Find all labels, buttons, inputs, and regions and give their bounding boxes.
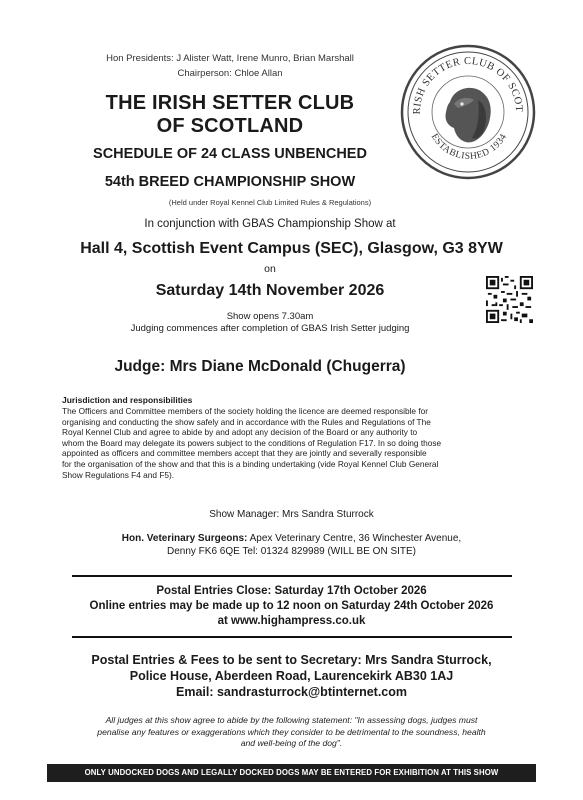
club-logo-seal bbox=[398, 42, 538, 182]
vets-line1 bbox=[40, 533, 543, 544]
statement-line: penalise any features or exaggerations which they consider to be detrimental to the soundness, health bbox=[97, 726, 486, 737]
docking-notice-banner: ONLY UNDOCKED DOGS AND LEGALLY DOCKED DOGS MAY BE ENTERED FOR EXHIBITION AT THIS SHOW bbox=[47, 764, 536, 782]
statement-line: All judges at this show agree to abide by the following statement: "In assessing dogs, judges must bbox=[105, 715, 478, 725]
secretary-line1: Postal Entries & Fees to be sent to Secretary: Mrs Sandra Sturrock, bbox=[91, 653, 492, 667]
postal-entries-close: Postal Entries Close: Saturday 17th October 2026 bbox=[156, 585, 427, 597]
vets-line2: Denny FK6 6QE Tel: 01324 829989 (WILL BE ON SITE) bbox=[166, 546, 416, 557]
hon-presidents: Hon Presidents: J Alister Watt, Irene Munro, Brian Marshall bbox=[106, 53, 354, 64]
venue: Hall 4, Scottish Event Campus (SEC), Glasgow, G3 8YW bbox=[80, 240, 503, 257]
jurisdiction-line: The Officers and Committee members of the society holding the licence are deemed responsible for bbox=[62, 406, 429, 416]
chairperson: Chairperson: Chloe Allan bbox=[177, 68, 283, 79]
club-logo bbox=[398, 42, 538, 182]
jurisdiction-heading: Jurisdiction and responsibilities bbox=[62, 395, 193, 405]
qr-code-icon bbox=[486, 276, 533, 323]
setter-head-icon bbox=[445, 88, 490, 142]
club-title-line2: OF SCOTLAND bbox=[156, 115, 304, 137]
jurisdiction-line: organising and conducting the show safely and in accordance with the Rules and Regulations of The bbox=[62, 416, 431, 427]
jurisdiction-line: for the organisation of the show and that this is a binding undertaking (vide Royal Kennel Club General bbox=[62, 458, 439, 469]
jurisdiction-line: appointed as officers and committee members accept that they are jointly and severally responsible bbox=[62, 448, 427, 459]
club-title-line1: THE IRISH SETTER CLUB bbox=[105, 92, 355, 114]
vets-address: Apex Veterinary Centre, 36 Winchester Avenue, bbox=[249, 533, 462, 544]
schedule-title: SCHEDULE OF 24 CLASS UNBENCHED bbox=[93, 146, 367, 162]
divider-mid bbox=[72, 636, 512, 638]
show-opens: Show opens 7.30am bbox=[226, 311, 314, 322]
logo-bottom-text: ESTABLISHED 1934 bbox=[428, 132, 510, 163]
show-date: Saturday 14th November 2026 bbox=[155, 282, 385, 299]
on-text: on bbox=[264, 263, 276, 275]
logo-top-text: RISH SETTER CLUB OF SCOT bbox=[411, 55, 525, 115]
judges-statement bbox=[30, 715, 553, 750]
vets-label: Hon. Veterinary Surgeons: bbox=[121, 533, 248, 544]
statement-line: and well-being of the dog". bbox=[240, 738, 343, 748]
judge-name: Judge: Mrs Diane McDonald (Chugerra) bbox=[114, 358, 406, 375]
jurisdiction-text bbox=[62, 406, 522, 480]
divider-top bbox=[72, 575, 512, 577]
show-manager: Show Manager: Mrs Sandra Sturrock bbox=[209, 509, 374, 520]
qr-code[interactable] bbox=[486, 276, 533, 323]
secretary-email[interactable]: Email: sandrasturrock@btinternet.com bbox=[176, 685, 407, 699]
jurisdiction-line: whom the Board may delegate its powers subject to the conditions of Regulation F17. In so doing those bbox=[62, 437, 442, 448]
jurisdiction-line: Show Regulations F4 and F5). bbox=[62, 469, 175, 480]
online-entries-link[interactable]: at www.highampress.co.uk bbox=[217, 615, 366, 627]
rules-note: (Held under Royal Kennel Club Limited Rules & Regulations) bbox=[168, 198, 372, 207]
conjunction-text: In conjunction with GBAS Championship Show at bbox=[144, 218, 396, 230]
show-name: 54th BREED CHAMPIONSHIP SHOW bbox=[104, 174, 356, 190]
judging-start: Judging commences after completion of GBAS Irish Setter judging bbox=[130, 323, 410, 334]
online-entries: Online entries may be made up to 12 noon on Saturday 24th October 2026 bbox=[89, 600, 494, 612]
secretary-address: Police House, Aberdeen Road, Laurencekirk AB30 1AJ bbox=[129, 669, 454, 683]
jurisdiction-line: Royal Kennel Club and agree to abide by and adopt any decision of the Board or any authority to bbox=[62, 427, 418, 438]
